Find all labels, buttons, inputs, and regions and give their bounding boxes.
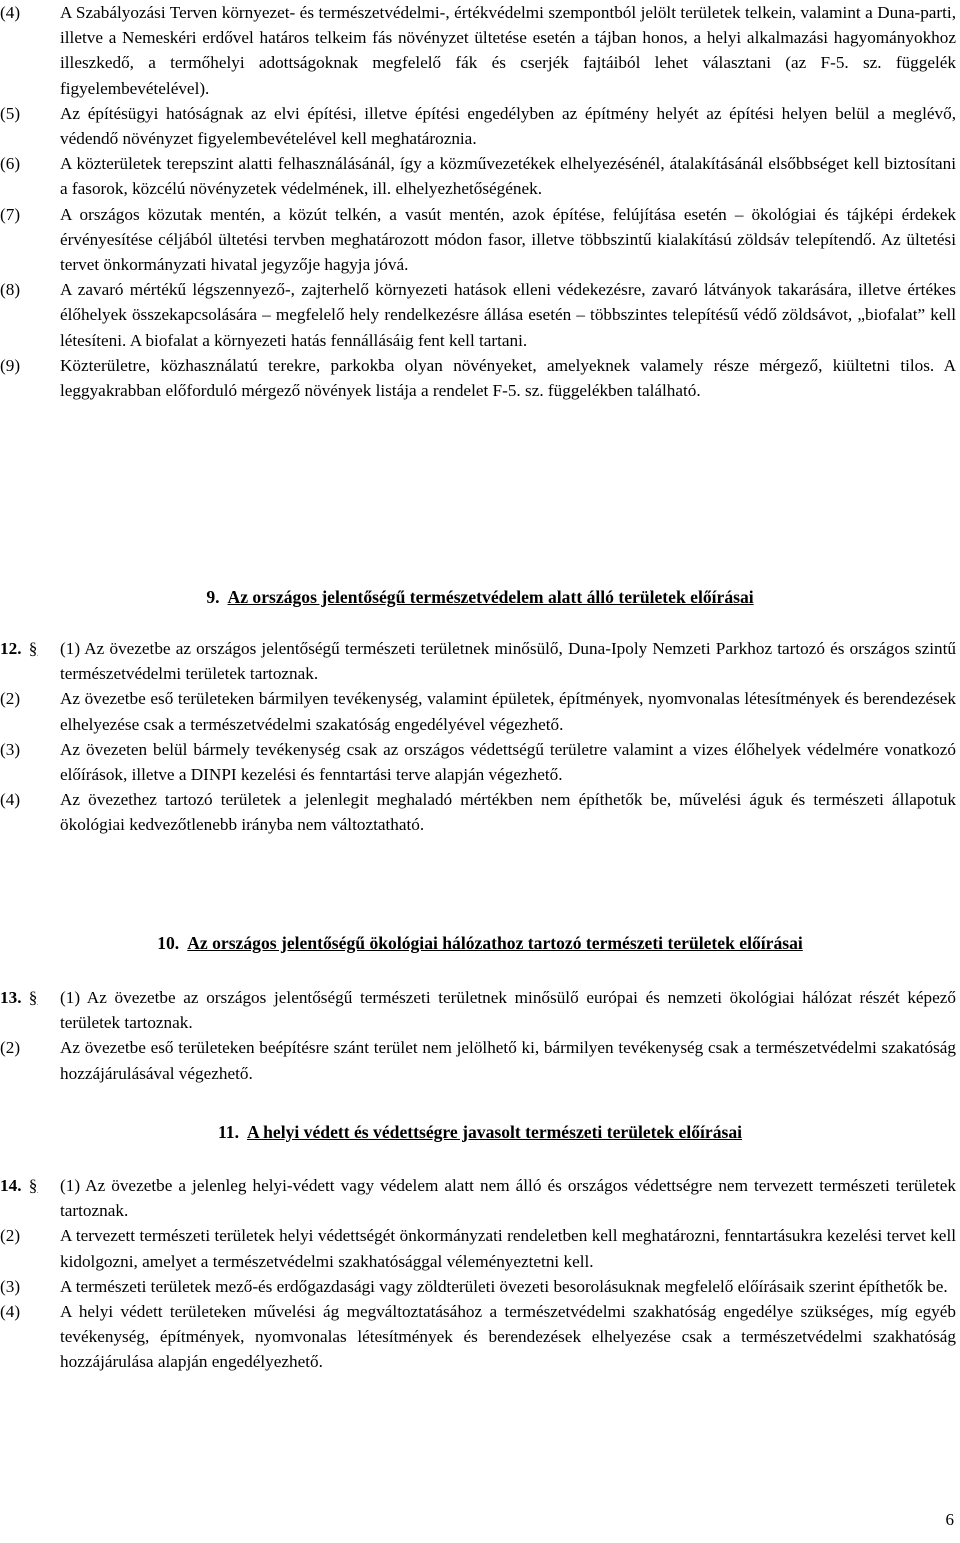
heading-text: A helyi védett és védettségre javasolt természeti területek előírásai — [246, 1122, 743, 1142]
paragraph-number: (1) — [60, 988, 81, 1007]
paragraph-body: Az övezetbe az országos jelentőségű természeti területnek minősülő európai és nemzeti ökológiai hálózat részét képező területek tartoznak. — [60, 988, 956, 1033]
section-12-paragraph-4 — [0, 787, 956, 837]
section-number-value: 13. — [0, 988, 22, 1007]
paragraph-text: Az övezethez tartozó területek a jelenlegit meghaladó mértékben nem építhetők be, művelési águk és természeti állapotuk ökológiai kedvezőtlenebb irányba nem változtatható. — [60, 790, 956, 835]
paragraph-8 — [0, 277, 956, 353]
section-number — [0, 985, 60, 1010]
paragraph-body: Az övezetbe az országos jelentőségű természeti területnek minősülő, Duna-Ipoly Nemzeti Parkhoz tartozó és országos szintű természetvédelmi területek tartoznak. — [60, 639, 956, 684]
paragraph-number: (2) — [0, 689, 21, 709]
section-14-paragraph-3 — [0, 1274, 956, 1299]
paragraph-number: (8) — [0, 280, 21, 300]
paragraph-text: A tervezett természeti területek helyi védettségét önkormányzati rendeletben kell meghatározni, fenntartásukra kezelési tervet kell kidolgozni, amelyet a természetvédelmi szakhatósággal véleményeztetni kell. — [60, 1226, 956, 1271]
section-heading-11 — [0, 1120, 960, 1145]
paragraph-number: (2) — [0, 1226, 21, 1246]
paragraph-text — [60, 1173, 956, 1223]
section-number — [0, 1173, 60, 1198]
paragraph-number: (4) — [0, 3, 21, 22]
paragraph-text: A helyi védett területeken művelési ág megváltoztatásához a természetvédelmi szakhatóság engedélye szükséges, míg egyéb tevékenység, építmények, nyomvonalas létesítmények és berendezések elhelyezése csak a természetvédelmi szakhatóság hozzájárulása alapján engedélyezhető. — [60, 1302, 956, 1372]
paragraph-text: A országos közutak mentén, a közút telkén, a vasút mentén, azok építése, felújítása esetén – ökológiai és tájképi érdekek érvényesítése céljából ültetési tervben meghatározott módon fasor, illetve többszintű kialakítású zöldsáv telepítendő. Az ültetési tervet önkormányzati hivatal jegyzője hagyja jóvá. — [60, 204, 956, 275]
paragraph-text: A természeti területek mező-és erdőgazdasági vagy zöldterületi övezeti besorolásuknak megfelelő előírásaik szerint építhetők be. — [60, 1276, 948, 1296]
paragraph-text: A zavaró mértékű légszennyező-, zajterhelő környezeti hatások elleni védekezésre, zavaró látványok takarására, illetve értékes élőhelyek összekapcsolására – megfelelő hely rendelkezésre állása esetén – többszintes telepítésű védő zöldsávot, „biofalat” kell létesíteni. A biofalat a környezeti hatás fennállásáig fent kell tartani. — [60, 280, 956, 350]
section-symbol: § — [28, 639, 38, 658]
paragraph-body: Az övezetbe a jelenleg helyi-védett vagy védelem alatt nem álló és országos védettségre nem tervezett természeti területek tartoznak. — [60, 1176, 956, 1221]
section-12-paragraph-1 — [0, 636, 956, 686]
section-number-value: 14. — [0, 1176, 22, 1195]
section-13 — [0, 985, 956, 1086]
paragraph-text — [60, 636, 956, 686]
section-12-paragraph-3 — [0, 737, 956, 787]
section-14 — [0, 1173, 956, 1375]
paragraph-number: (3) — [0, 739, 21, 759]
paragraph-text: Közterületre, közhasználatú terekre, parkokba olyan növényeket, amelyeknek valamely része mérgező, kiültetni tilos. A leggyakrabban előforduló mérgező növények listája a rendelet F-5. sz. függelékben található. — [60, 355, 956, 401]
paragraph-number: (9) — [0, 355, 21, 375]
section-14-paragraph-2 — [0, 1223, 956, 1273]
paragraph-number: (1) — [60, 1176, 81, 1195]
section-14-paragraph-4 — [0, 1299, 956, 1375]
paragraph-number: (2) — [0, 1038, 21, 1058]
heading-number: 10. — [157, 933, 180, 953]
section-13-paragraph-1 — [0, 985, 956, 1035]
paragraph-text: A Szabályozási Terven környezet- és természetvédelmi-, értékvédelmi szempontból jelölt területek telkein, valamint a Duna-parti, illetve a Nemeskéri erdővel határos telkeim fás növényzet ültetése esetén a tájban honos, a helyi alkalmazási hagyományokhoz illeszkedő, a termőhelyi adottságoknak megfelelő fák és cserjék fajtáiból lehet választani (az F-5. sz. függelék figyelembevételével). — [60, 3, 956, 98]
paragraph-9 — [0, 353, 956, 403]
paragraph-number: (4) — [0, 790, 21, 810]
paragraph-7 — [0, 202, 956, 278]
section-number — [0, 636, 60, 661]
paragraph-5 — [0, 101, 956, 151]
paragraph-number: (7) — [0, 204, 21, 224]
section-number-value: 12. — [0, 639, 22, 658]
heading-number: 9. — [206, 587, 220, 607]
paragraph-number: (1) — [60, 639, 81, 658]
heading-text: Az országos jelentőségű természetvédelem alatt álló területek előírásai — [227, 587, 754, 607]
paragraph-number: (6) — [0, 154, 21, 174]
section-12-paragraph-2 — [0, 686, 956, 736]
heading-number: 11. — [217, 1122, 239, 1142]
paragraph-6 — [0, 151, 956, 201]
paragraph-text: Az övezeten belül bármely tevékenység csak az országos védettségű területre valamint a vizes élőhelyek védelmére vonatkozó előírások, illetve a DINPI kezelési és fenntartási terve alapján végezhető. — [60, 739, 956, 785]
section-symbol: § — [28, 988, 38, 1007]
paragraph-text: Az övezetbe eső területeken bármilyen tevékenység, valamint épületek, építmények, nyomvonalas létesítmények és berendezések elhelyezése csak a természetvédelmi szakatóság engedélyével végezhető. — [60, 689, 956, 734]
paragraph-4 — [0, 0, 956, 101]
section-13-paragraph-2 — [0, 1035, 956, 1085]
section-14-paragraph-1 — [0, 1173, 956, 1223]
section-heading-10 — [0, 931, 960, 956]
paragraph-number: (4) — [0, 1302, 21, 1322]
page-number: 6 — [945, 1510, 954, 1529]
paragraph-number: (5) — [0, 103, 21, 123]
section-12 — [0, 636, 956, 838]
paragraph-text: Az övezetbe eső területeken beépítésre szánt terület nem jelölhető ki, bármilyen tevékenység csak a természetvédelmi szakatóság hozzájárulásával végezhető. — [60, 1038, 956, 1083]
paragraph-text: A közterületek terepszint alatti felhasználásánál, így a közművezetékek elhelyezésénél, átalakításánál elsőbbséget kell biztosítani a fasorok, közcélú növényzetek védelmének, ill. elhelyezhetőségének. — [60, 154, 956, 199]
paragraph-text: Az építésügyi hatóságnak az elvi építési, illetve építési engedélyben az építmény helyét az építési helyen belül a meglévő, védendő növényzet figyelembevételével kell meghatároznia. — [60, 103, 956, 149]
paragraph-number: (3) — [0, 1276, 21, 1296]
heading-text: Az országos jelentőségű ökológiai hálózathoz tartozó természeti területek előírásai — [187, 933, 803, 953]
paragraph-text — [60, 985, 956, 1035]
section-heading-9 — [0, 585, 960, 610]
top-paragraphs — [0, 0, 956, 403]
section-symbol: § — [28, 1176, 38, 1195]
